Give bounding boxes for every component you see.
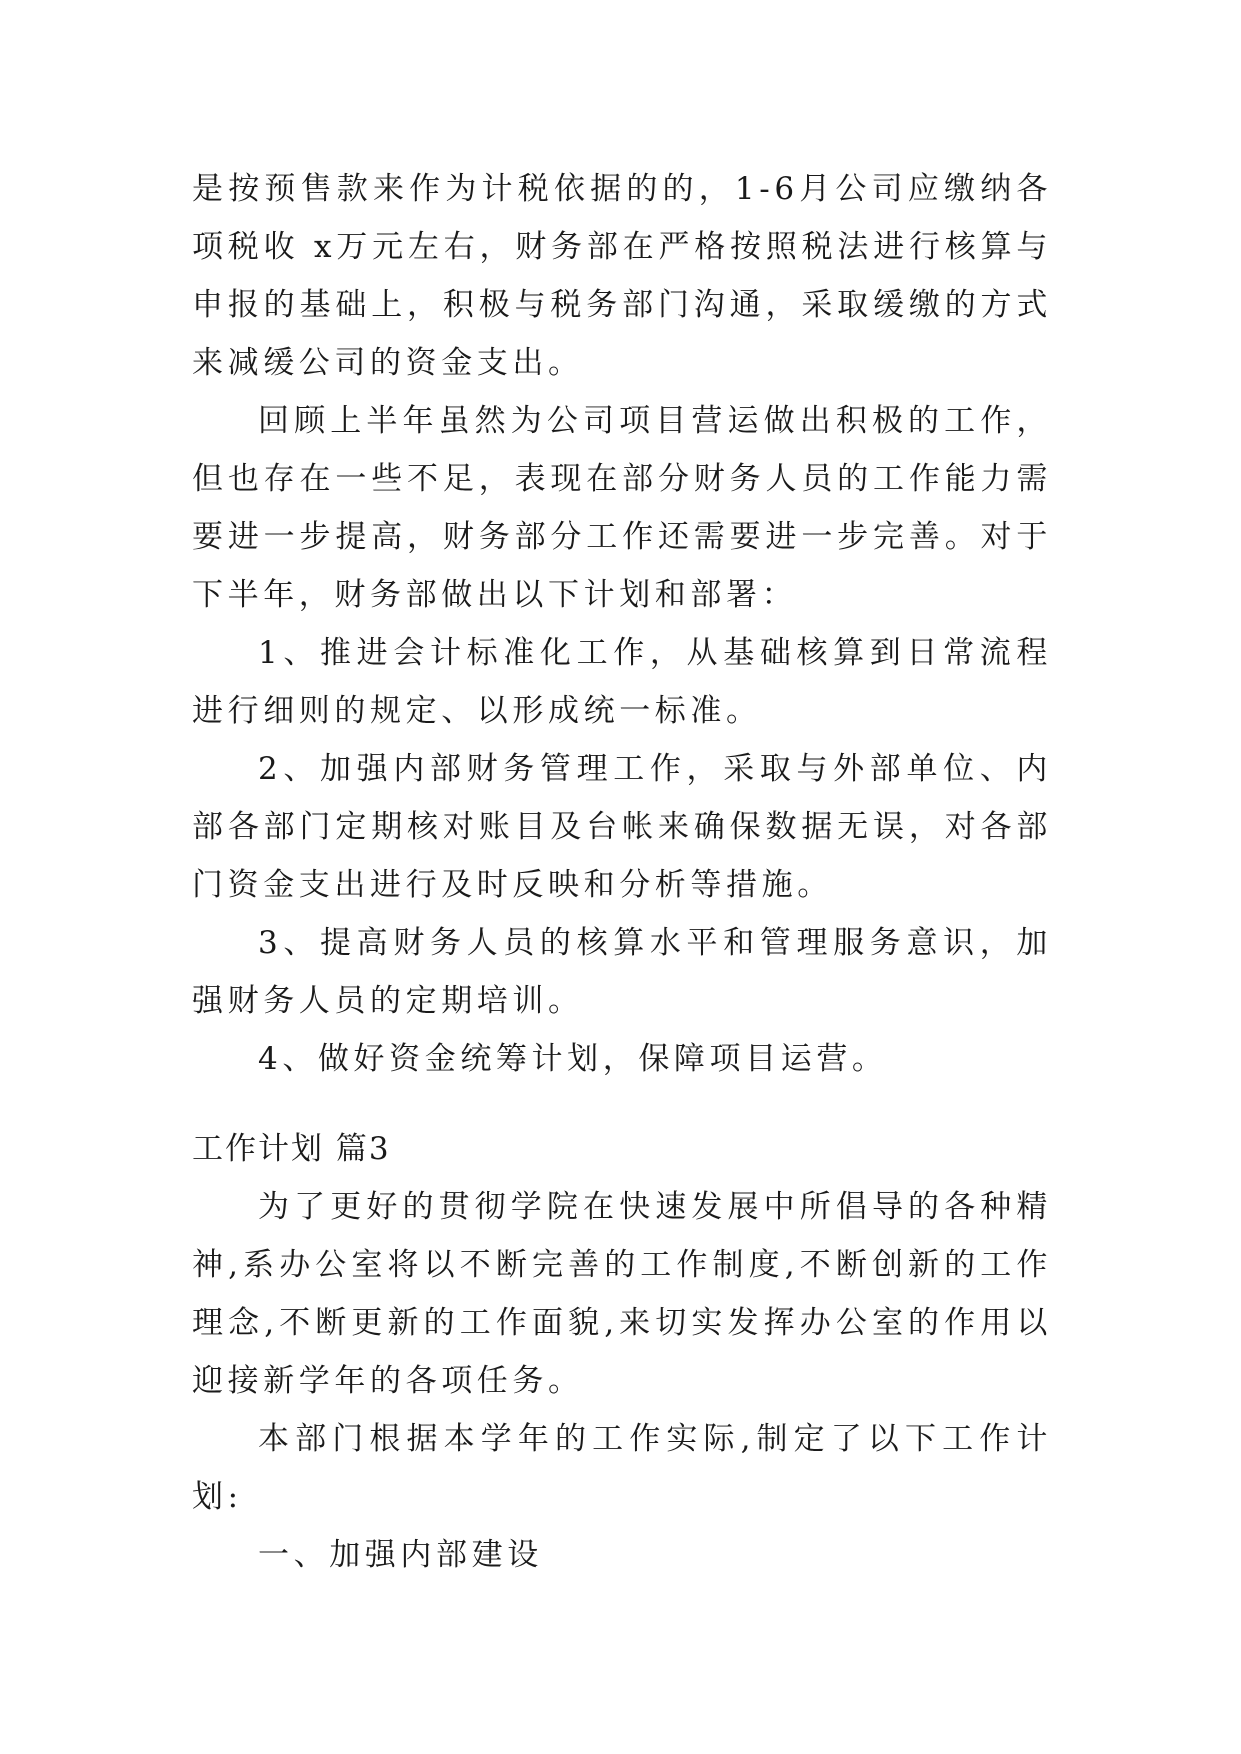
list-item-plan-4: 4、做好资金统筹计划，保障项目运营。	[258, 1041, 888, 1077]
list-item-plan-1: 1、推进会计标准化工作，从基础核算到日常流程进行细则的规定、以形成统一标准。	[192, 635, 1052, 729]
section-heading: 工作计划 篇3	[192, 1131, 391, 1167]
subheading-internal-construction: 一、加强内部建设	[258, 1537, 543, 1573]
paragraph-tax-summary: 是按预售款来作为计税依据的的，1-6月公司应缴纳各项税收 x万元左右，财务部在严格按照税法进行核算与申报的基础上，积极与税务部门沟通，采取缓缴的方式来减缓公司的资金支出。	[192, 171, 1052, 381]
document-body	[192, 160, 1052, 1584]
paragraph-plan-statement: 本部门根据本学年的工作实际,制定了以下工作计划:	[192, 1421, 1052, 1515]
paragraph-intro: 为了更好的贯彻学院在快速发展中所倡导的各种精神,系办公室将以不断完善的工作制度,不断创新的工作理念,不断更新的工作面貌,来切实发挥办公室的作用以迎接新学年的各项任务。	[192, 1189, 1052, 1399]
paragraph-half-year-review: 回顾上半年虽然为公司项目营运做出积极的工作，但也存在一些不足，表现在部分财务人员的工作能力需要进一步提高，财务部分工作还需要进一步完善。对于下半年，财务部做出以下计划和部署：	[192, 403, 1052, 613]
list-item-plan-3: 3、提高财务人员的核算水平和管理服务意识，加强财务人员的定期培训。	[192, 925, 1052, 1019]
list-item-plan-2: 2、加强内部财务管理工作，采取与外部单位、内部各部门定期核对账目及台帐来确保数据无误，对各部门资金支出进行及时反映和分析等措施。	[192, 751, 1052, 903]
